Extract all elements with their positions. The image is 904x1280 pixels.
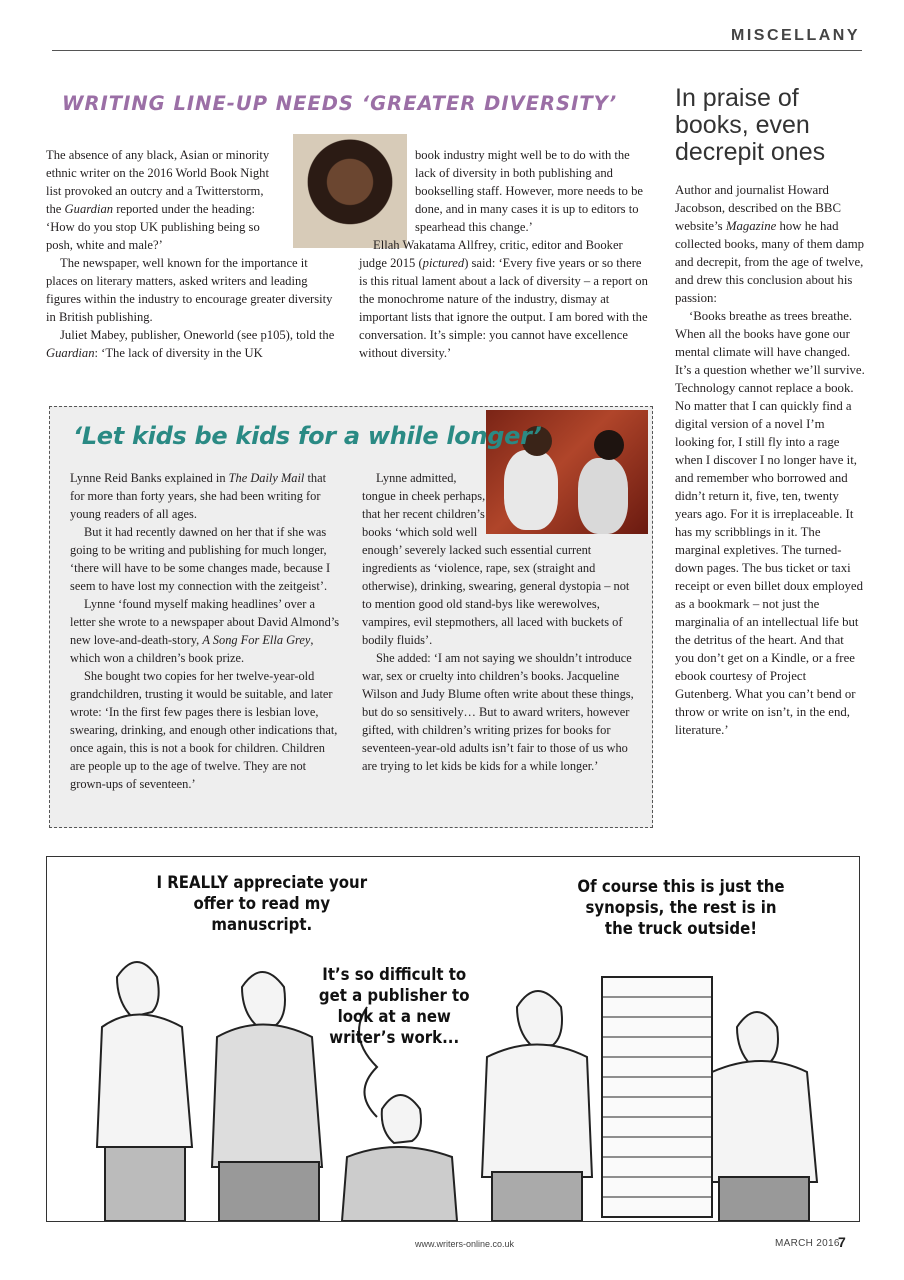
cartoon [46,856,860,1222]
article2-para: She added: ‘I am not saying we shouldn’t introduce war, sex or cruelty into children’s books. Jacqueline Wilson and Judy Blume often write about these things, but do so sensitively… But to award writers, however gifted, with children’s writing prizes for books for seventeen-year-old adults isn’t fair to those of us who are trying to let kids be kids for a while longer.’ [362,651,634,773]
article1-para: The absence of any black, Asian or minority ethnic writer on the 2016 World Book Night list provoked an outcry and a Twitterstorm, the Guardian reported under the heading: ‘How do you stop UK publishing being so posh, white and male?’ [46,148,270,252]
cartoon-bubble-1: I REALLY appreciate your offer to read my manuscript. [156,873,368,935]
article1-column1 [46,146,338,362]
article2-para: But it had recently dawned on her that if she was going to be writing and publishing for much longer, ‘there will have to be some changes made, because I seem to have lost my connection with the zeitgeist’. [70,525,331,593]
article2-headline: ‘Let kids be kids for a while longer’ [73,422,542,450]
header-rule [52,50,862,51]
article2-para: Lynne admitted, tongue in cheek perhaps, that her recent children’s books ‘which sold well enough’ severely lacked such essential current ingredients as ‘violence, rape, sex (straight and otherwise), drinking, swearing, general dystopia – not to mention good old stand-bys like werewolves, vampires, evil stepmothers, all laced with buckets of bodily fluids’. [362,471,630,647]
article2-para: She bought two copies for her twelve-year-old grandchildren, trusting it would be suitable, and later wrote: ‘In the first few pages there is lesbian love, swearing, drinking, and enough other indications that, once again, this is not a book for children. Children are people up to the age of twelve. They are not grown-ups of seventeen.’ [70,669,338,791]
cartoon-bubble-3: Of course this is just the synopsis, the rest is in the truck outside! [577,877,785,939]
sidebar-para: Author and journalist Howard Jacobson, described on the BBC website’s Magazine how he had collected books, many of them damp and decrepit, from the age of twelve, and drew this conclusion about his passion: [675,183,865,305]
article2-column2 [362,469,638,775]
sidebar-para: ‘Books breathe as trees breathe. When all the books have gone our mental climate will have changed. It’s a question whether we’ll survive. Technology cannot replace a book. No matter that I can quickly find a digital version of a novel I’m looking for, I still fly into a rage when I discover I no longer have it, and remember who borrowed and didn’t return it, five, ten, twenty years ago. For it is irreplaceable. It has my scribblings in it. The marginal expletives. The turned-down pages. The bus ticket or taxi receipt or even billet doux employed as a bookmark – not just the marginalia of an intellectual life but the detritus of the heart. And that you don’t get on a Kindle, or a free ebook courtesy of Project Gutenberg. What you can’t bend or throw or write on isn’t, in the end, literature.’ [675,309,865,737]
cartoon-bubble-2: It’s so difficult to get a publisher to look at a new writer’s work... [318,965,470,1048]
section-label: MISCELLANY [731,27,860,44]
footer-url: www.writers-online.co.uk [415,1239,515,1249]
page-number: 7 [838,1234,846,1250]
footer-date: MARCH 2016 [775,1238,840,1249]
sidebar-headline: In praise of books, even decrepit ones [675,84,826,166]
article1-para: book industry might well be to do with the lack of diversity in both publishing and bookselling staff. However, more needs to be done, and in many cases it is up to editors to spearhead this change.’ [415,148,643,234]
sidebar-column [675,181,865,739]
article1-column2 [359,146,649,362]
article1-headline: WRITING LINE-UP NEEDS ‘GREATER DIVERSITY’ [62,92,618,115]
article1-para: The newspaper, well known for the importance it places on literary matters, asked writers and leading figures within the industry to encourage greater diversity in British publishing. [46,256,333,324]
article2-para: Lynne ‘found myself making headlines’ over a letter she wrote to a newspaper about David Almond’s new love-and-death-story, A Song For Ella Grey, which won a children’s book prize. [70,597,340,665]
article1-para: Ellah Wakatama Allfrey, critic, editor and Booker judge 2015 (pictured) said: ‘Every five years or so there is this ritual lament about a lack of diversity – a report on the monochrome nature of the industry, dismay at important lists that ignore the output. I am bored with the conversation. It’s simple: you cannot have excellence without diversity.’ [359,238,648,360]
article2-para: Lynne Reid Banks explained in The Daily Mail that for more than forty years, she had been writing for young readers of all ages. [70,471,327,521]
article1-para: Juliet Mabey, publisher, Oneworld (see p105), told the Guardian: ‘The lack of diversity in the UK [46,328,335,360]
article2-column1 [70,469,342,793]
